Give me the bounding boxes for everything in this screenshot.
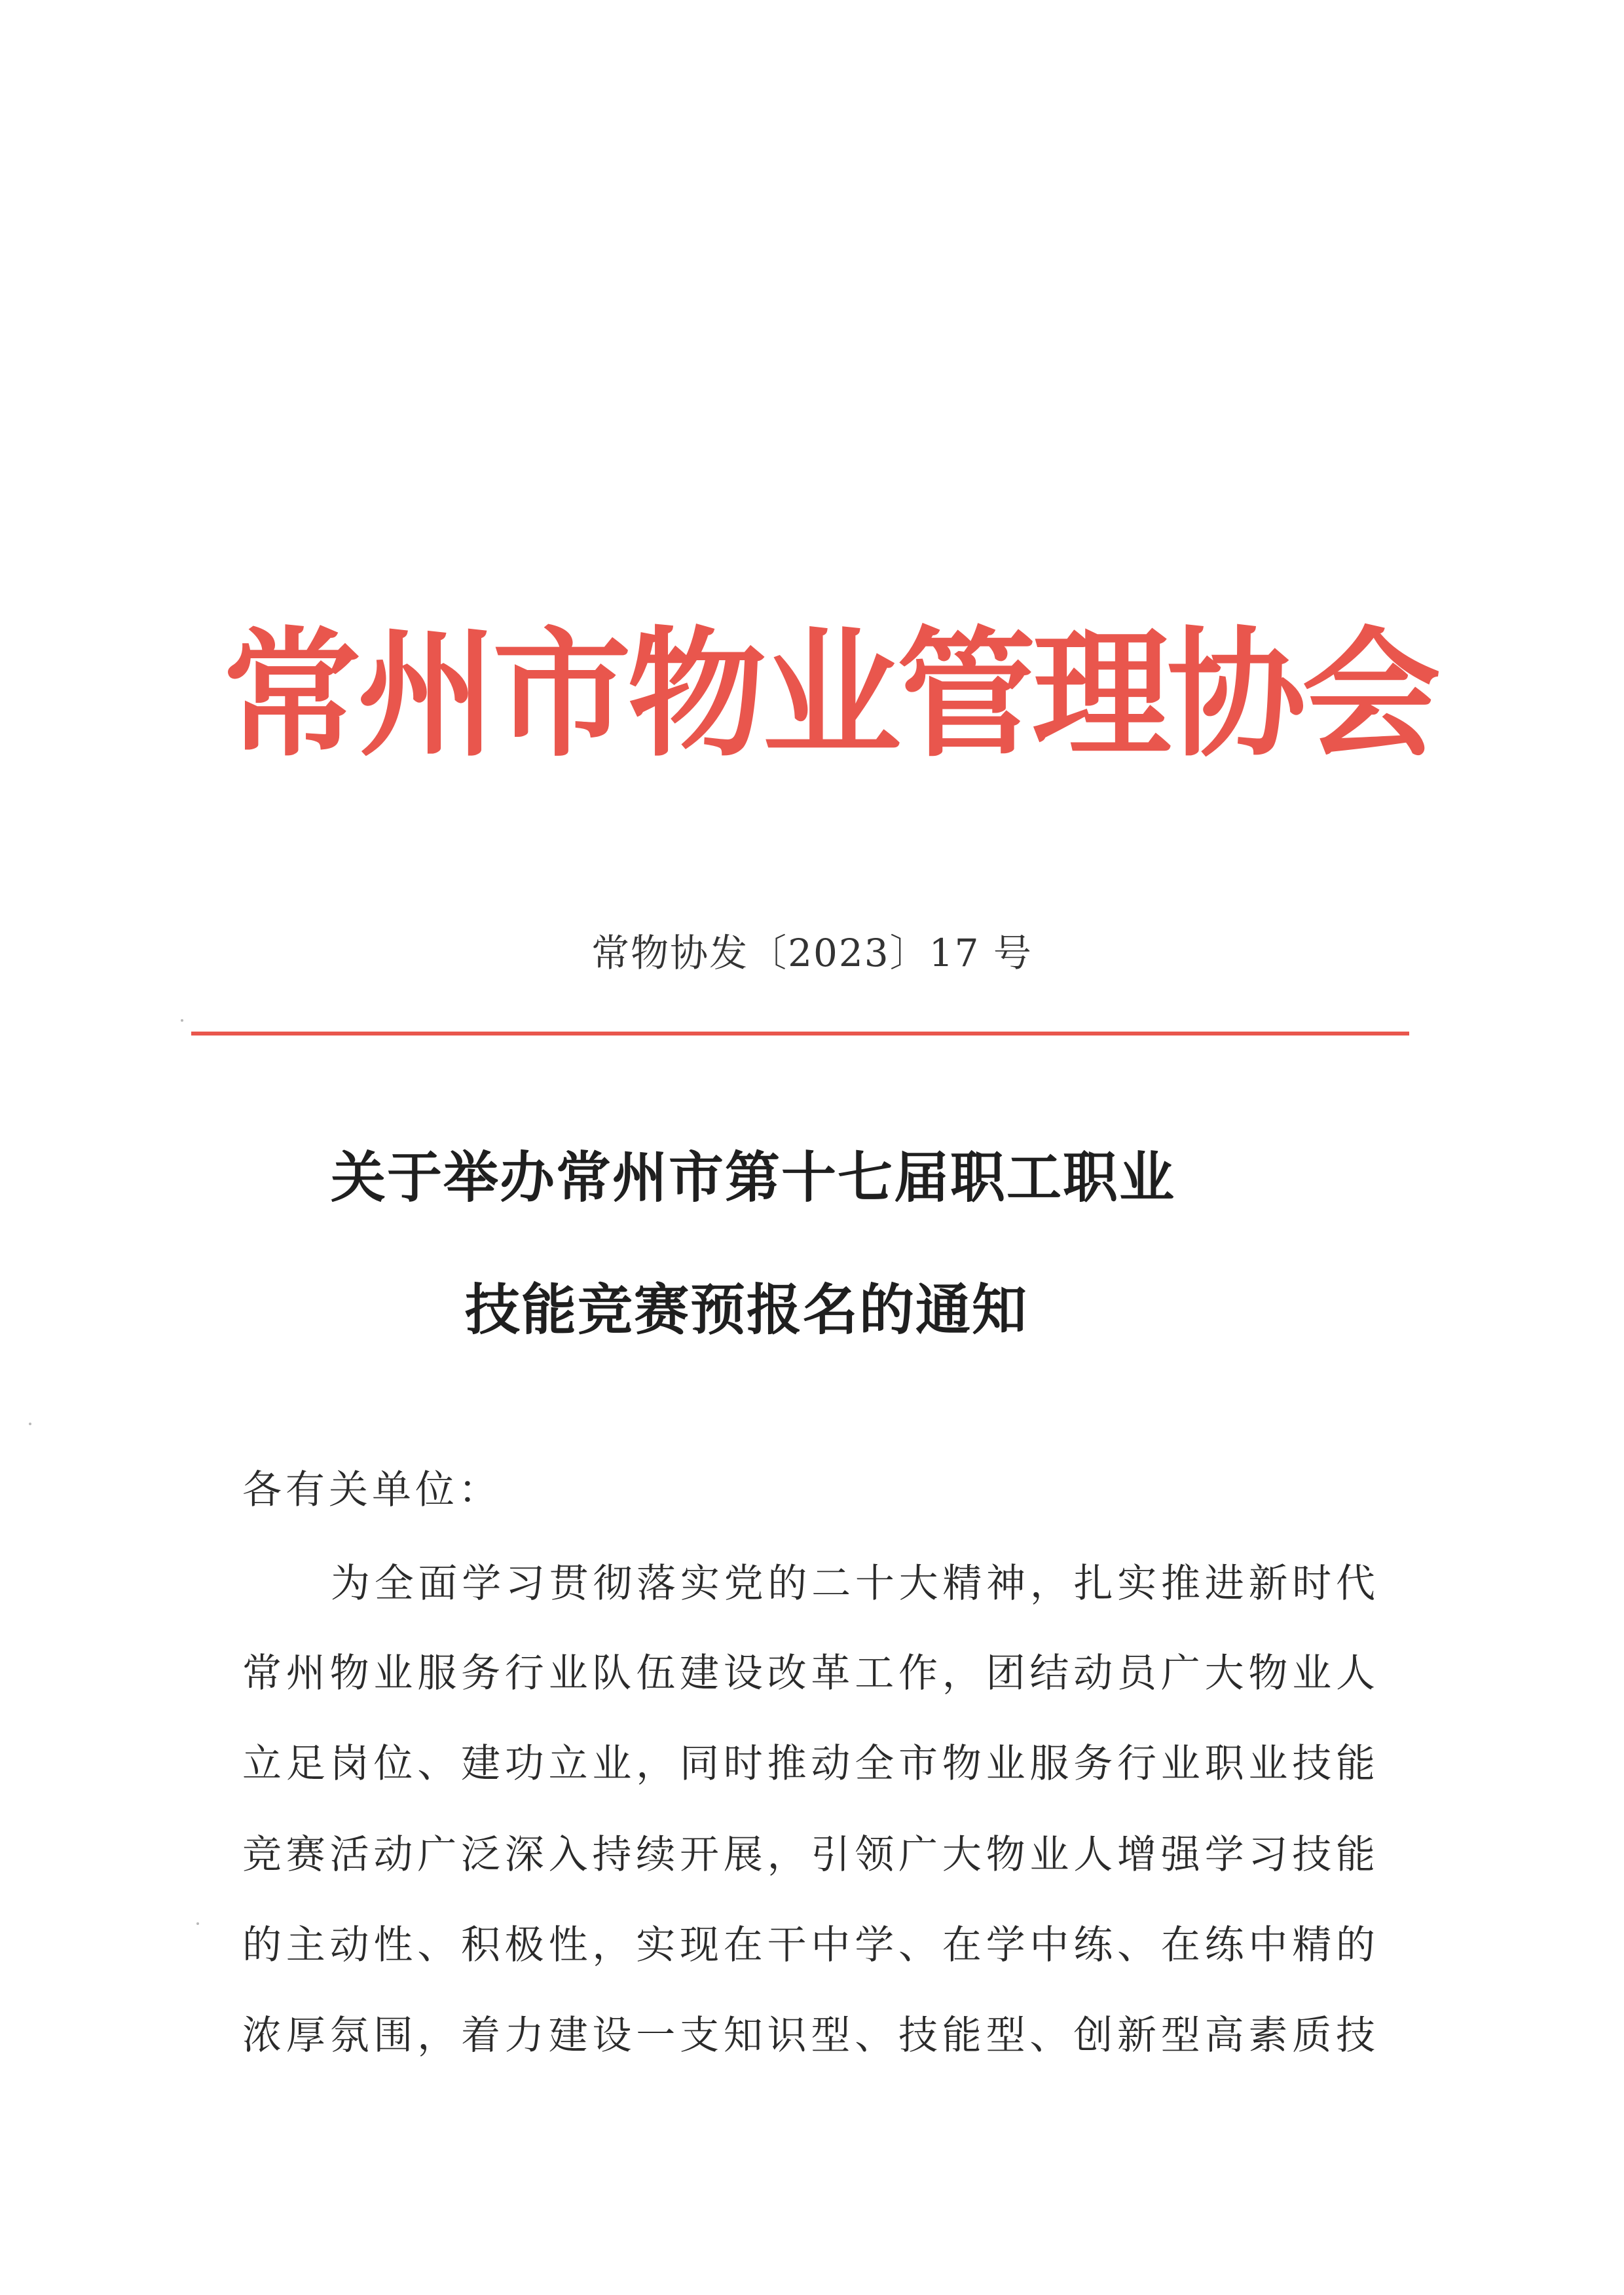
- body-line-5: 的主动性、积极性，实现在干中学、在学中练、在练中精的: [242, 1922, 1375, 1968]
- body-line-4: 竞赛活动广泛深入持续开展，引领广大物业人增强学习技能: [242, 1832, 1375, 1878]
- notice-title-line-2: 技能竞赛预报名的通知: [464, 1277, 1028, 1342]
- scan-speck: [29, 1423, 31, 1425]
- scan-speck: [181, 1019, 183, 1022]
- document-number: 常物协发〔2023〕17 号: [591, 931, 1033, 975]
- organization-letterhead: 常州市物业管理协会: [223, 612, 1437, 775]
- body-line-6: 浓厚氛围，着力建设一支知识型、技能型、创新型高素质技: [242, 2013, 1375, 2059]
- notice-title-line-1: 关于举办常州市第十七届职工职业: [330, 1145, 1175, 1210]
- scan-speck: [196, 1922, 199, 1925]
- letterhead-divider: [191, 1032, 1409, 1036]
- salutation: 各有关单位：: [242, 1467, 502, 1513]
- body-line-1: 为全面学习贯彻落实党的二十大精神，扎实推进新时代: [331, 1561, 1375, 1607]
- body-line-2: 常州物业服务行业队伍建设改革工作，团结动员广大物业人: [242, 1651, 1375, 1696]
- body-line-3: 立足岗位、建功立业，同时推动全市物业服务行业职业技能: [242, 1741, 1375, 1787]
